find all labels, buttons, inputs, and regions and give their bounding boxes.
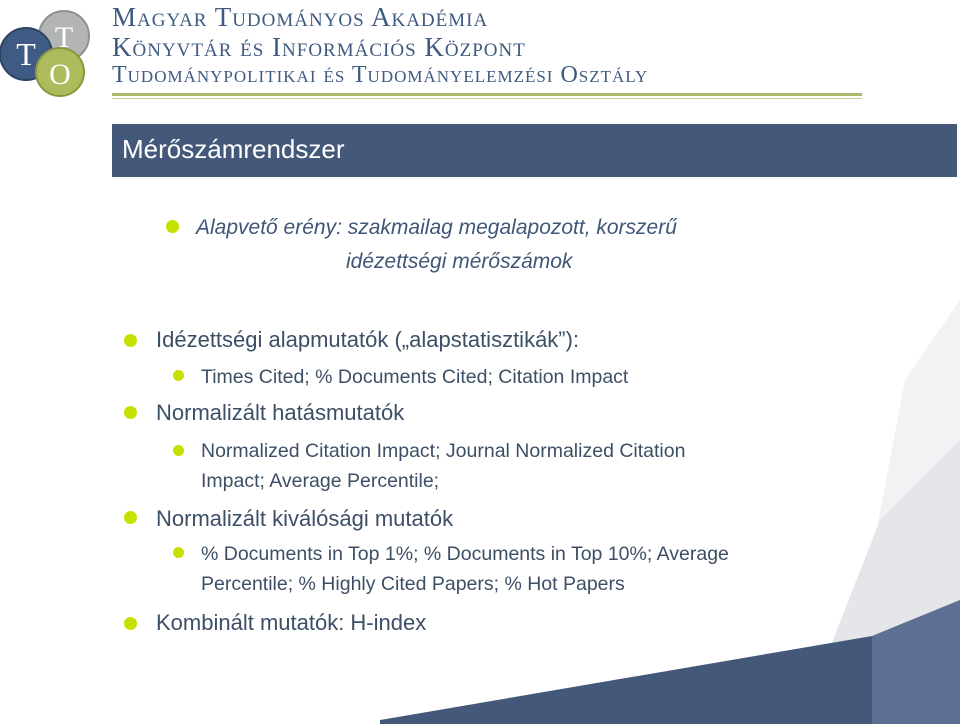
bullet-icon: [124, 617, 137, 630]
sub-item-basic-metrics: Times Cited; % Documents Cited; Citation Impact: [201, 366, 629, 388]
intro-line-1: Alapvető erény: szakmailag megalapozott, korszerű: [196, 216, 677, 239]
logo-letter-t-top: T: [54, 21, 74, 54]
item-excellence-indicators: Normalizált kiválósági mutatók: [156, 506, 454, 531]
header-divider: [112, 93, 862, 96]
sub-item-normalized-line-1: Normalized Citation Impact; Journal Normalized Citation: [201, 440, 686, 462]
sub-item-excellence-line-2: Percentile; % Highly Cited Papers; % Hot Papers: [201, 573, 625, 595]
mta-ktk-logo: [0, 0, 96, 100]
sub-bullet-icon: [173, 547, 184, 558]
sub-item-excellence-line-1: % Documents in Top 1%; % Documents in Top 10%; Average: [201, 543, 729, 565]
sub-bullet-icon: [173, 445, 184, 456]
bullet-icon: [166, 220, 179, 233]
bullet-icon: [124, 511, 137, 524]
slide-title-bar: [112, 124, 957, 177]
item-basic-indicators: Idézettségi alapmutatók („alapstatisztikák”):: [156, 327, 580, 352]
logo-letter-t-left: T: [16, 36, 36, 72]
intro-line-2: idézettségi mérőszámok: [346, 250, 573, 273]
item-combined-indicators: Kombinált mutatók: H-index: [156, 610, 427, 635]
header-library: Könyvtár és Információs Központ: [112, 32, 526, 62]
bullet-icon: [124, 334, 137, 347]
slide-title: Mérőszámrendszer: [122, 134, 345, 164]
sub-bullet-icon: [173, 370, 184, 381]
header-divider-thin: [112, 98, 862, 99]
header-institution: Magyar Tudományos Akadémia: [112, 2, 489, 32]
logo-letter-o: O: [49, 58, 71, 91]
header-department: Tudománypolitikai és Tudományelemzési Osztály: [112, 62, 649, 88]
bullet-icon: [124, 406, 137, 419]
sub-item-normalized-line-2: Impact; Average Percentile;: [201, 470, 440, 492]
item-normalized-impact: Normalizált hatásmutatók: [156, 400, 405, 425]
